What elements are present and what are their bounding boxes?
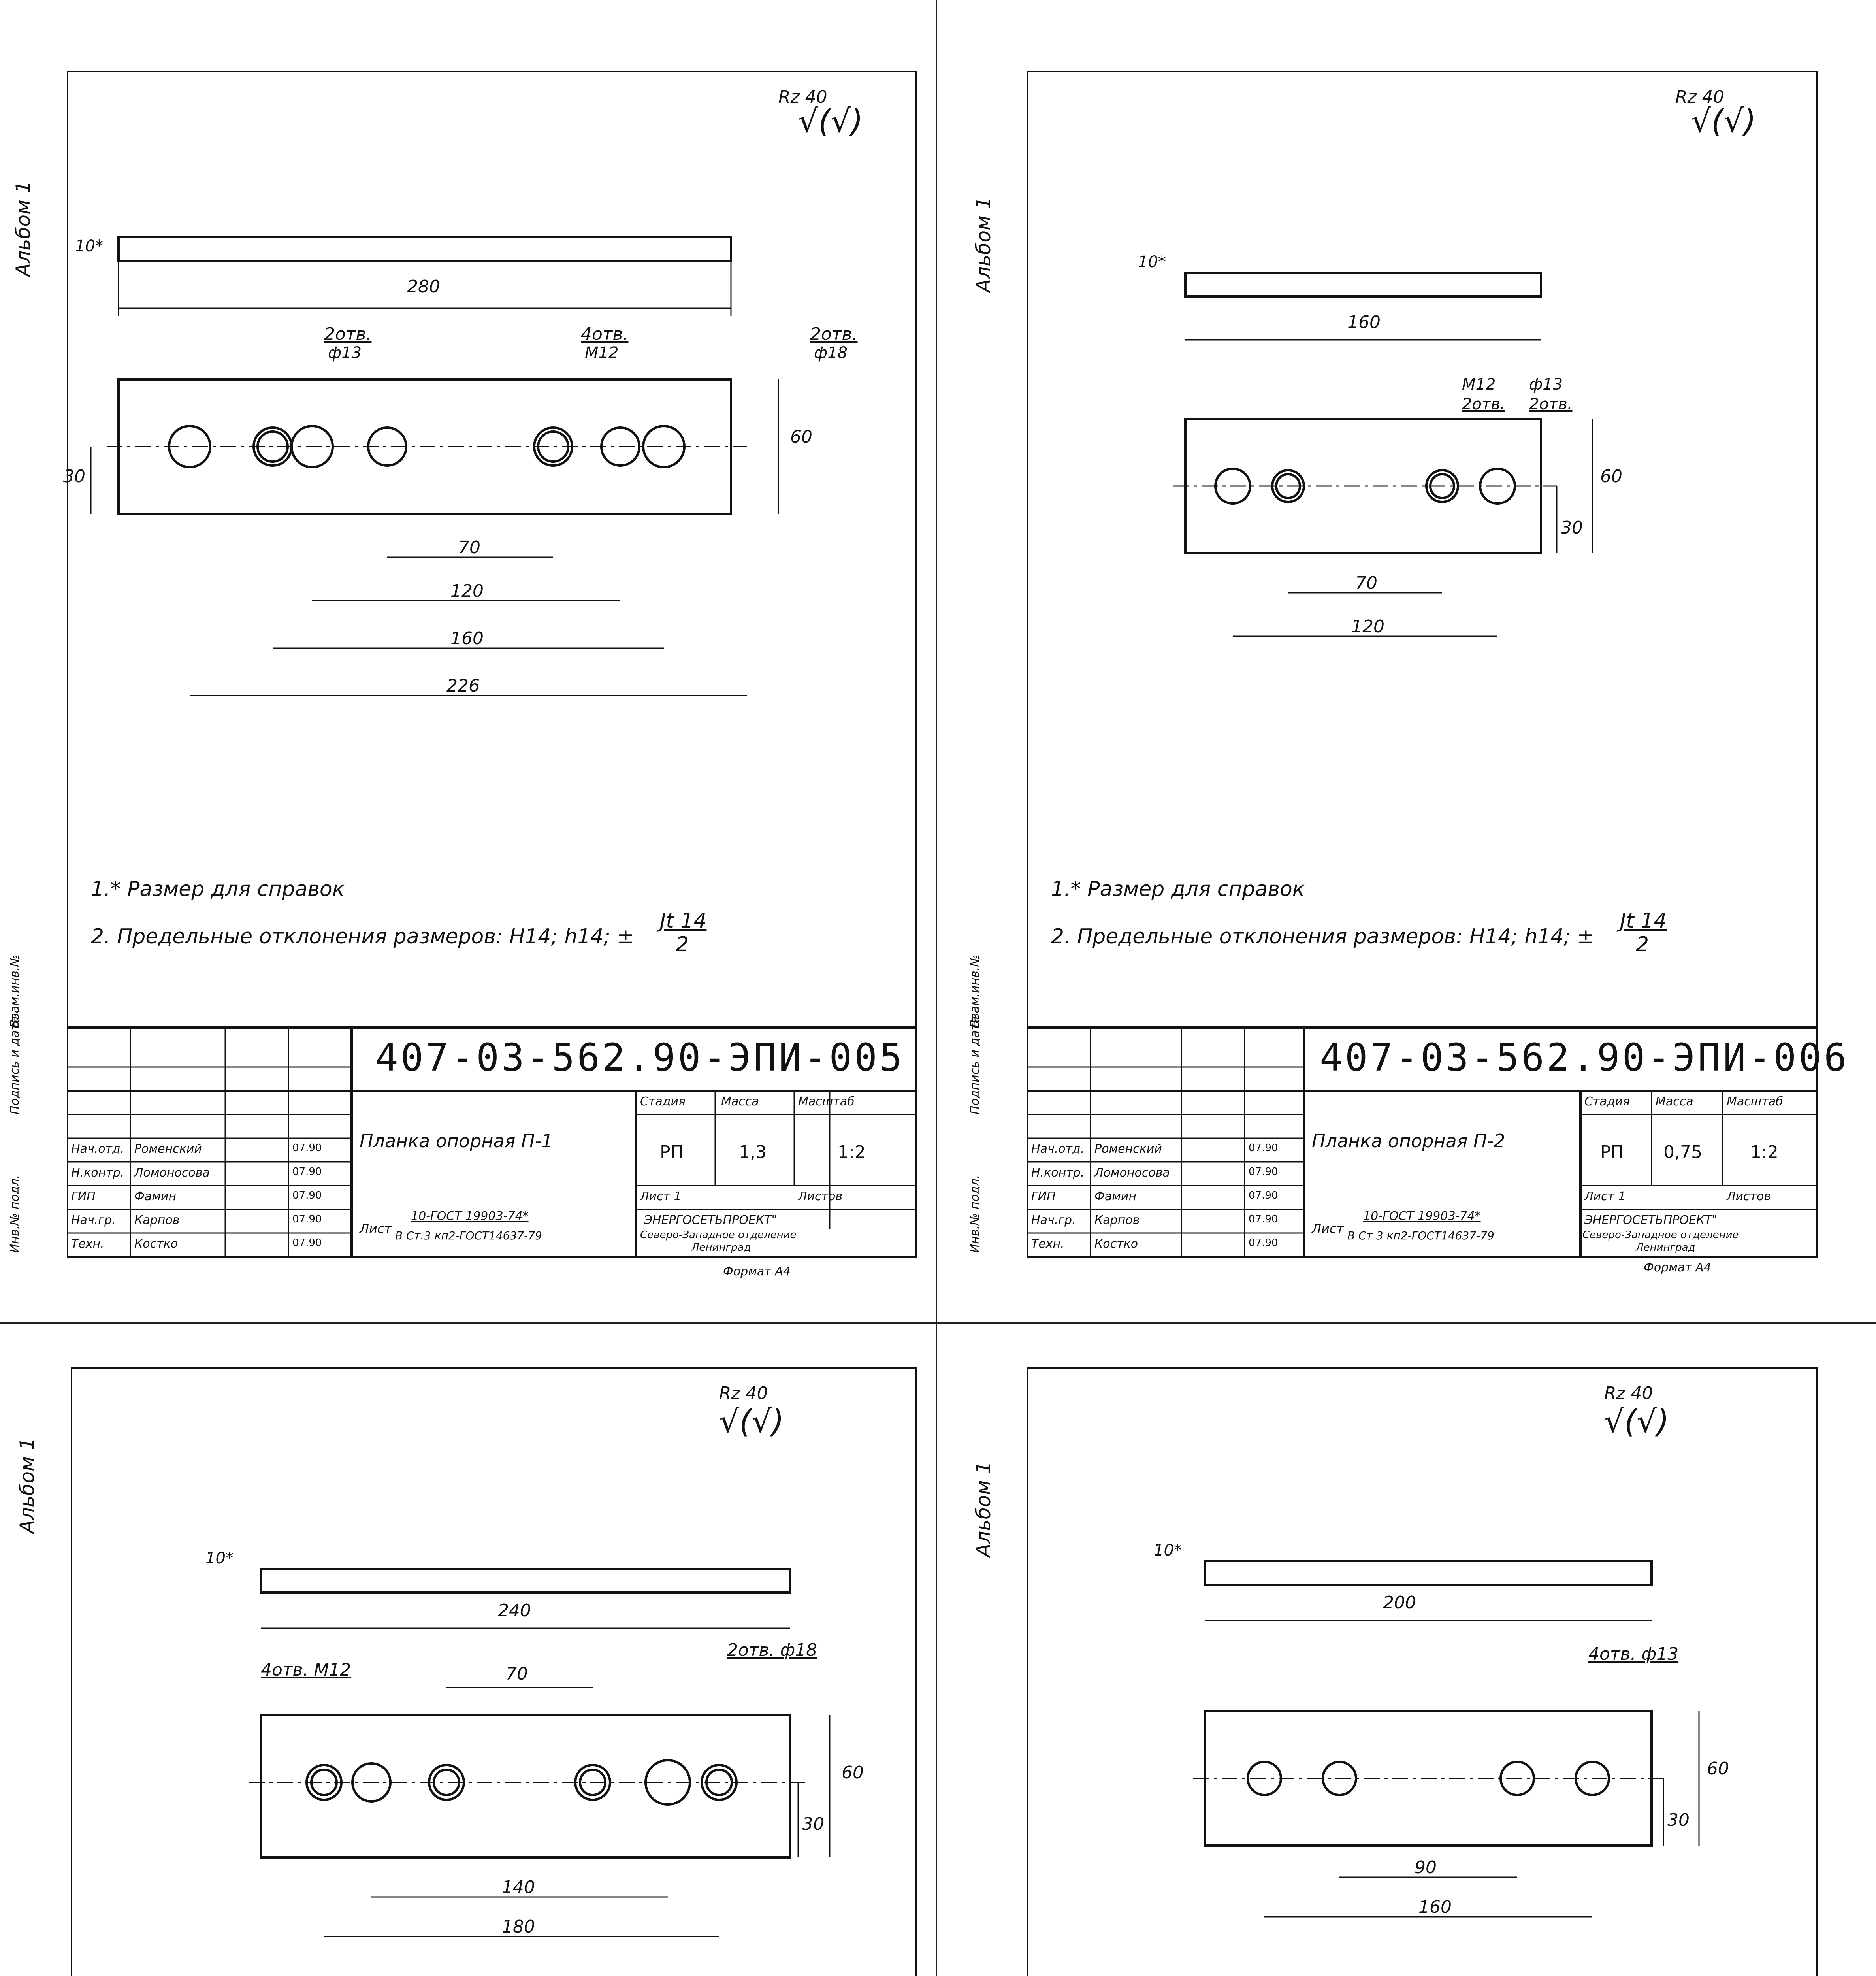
col-mass: Масса <box>721 1095 759 1109</box>
org-name: ЭНЕРГОСЕТЬПРОЕКТ" <box>644 1213 777 1227</box>
part-name: Планка опорная П-1 <box>360 1130 553 1152</box>
drawing-sheet-007 <box>16 1367 917 1976</box>
staff-role-3: ГИП <box>1031 1190 1056 1203</box>
side-stamp-sign: Подпись и дата <box>968 1016 982 1114</box>
material-bottom: В Ст.3 кп2-ГОСТ14637-79 <box>395 1229 542 1242</box>
material-bottom: В Ст 3 кп2-ГОСТ14637-79 <box>1347 1229 1494 1242</box>
staff-name-5: Костко <box>134 1237 178 1251</box>
date-4: 07.90 <box>292 1213 322 1225</box>
sheets-count: Листов <box>1727 1190 1771 1203</box>
format-label: Формат А4 <box>723 1265 791 1278</box>
side-stamp-replace: Взам.инв.№ <box>8 954 22 1028</box>
sheet-divider-vertical <box>936 0 937 1976</box>
dim-226: 226 <box>446 676 480 696</box>
drawing-sheet-008 <box>972 1367 1818 1976</box>
hole-callout-3: 2отв. <box>810 324 858 344</box>
date-1: 07.90 <box>1249 1142 1278 1154</box>
date-4: 07.90 <box>1249 1213 1278 1225</box>
stage-value: РП <box>1600 1142 1624 1162</box>
scale-value: 1:2 <box>838 1142 866 1162</box>
album-label: Альбом 1 <box>16 1437 39 1533</box>
side-stamp-inv: Инв.№ подл. <box>8 1175 22 1253</box>
dim-thickness: 10* <box>1154 1541 1182 1559</box>
org-city: Ленинград <box>1636 1242 1695 1254</box>
hole-callout-1: 2отв. <box>324 324 372 344</box>
sheet-frame <box>1027 1367 1818 1976</box>
roughness-label: Rz 40 <box>1604 1383 1653 1403</box>
note-2-frac-top: Jt 14 <box>1620 909 1667 933</box>
material-top: 10-ГОСТ 19903-74* <box>411 1209 529 1223</box>
note-1: 1.* Размер для справок <box>1051 877 1305 901</box>
date-5: 07.90 <box>292 1237 322 1249</box>
sheet-frame <box>1027 71 1818 1280</box>
sheet-no: Лист 1 <box>640 1190 682 1203</box>
drawing-code: 407-03-562.90-ЭПИ-005 <box>375 1035 905 1080</box>
list-label: Лист <box>1312 1221 1344 1236</box>
staff-name-4: Карпов <box>134 1213 180 1227</box>
side-stamp-replace: Взам.инв.№ <box>968 954 982 1028</box>
dim-160: 160 <box>450 628 484 649</box>
note-2-frac-bot: 2 <box>676 933 689 956</box>
dim-thickness: 10* <box>75 237 103 255</box>
hole-callout-1-size: ф13 <box>328 344 362 362</box>
date-2: 07.90 <box>1249 1166 1278 1178</box>
staff-name-4: Карпов <box>1094 1213 1140 1227</box>
note-2: 2. Предельные отклонения размеров: Н14; h14; ± <box>91 925 635 948</box>
side-stamp-sign: Подпись и дата <box>8 1016 22 1114</box>
dim-90: 90 <box>1415 1857 1437 1878</box>
dim-thickness: 10* <box>1138 253 1166 271</box>
hole-callout-1: 4отв. М12 <box>261 1660 351 1680</box>
dim-70: 70 <box>1355 573 1377 593</box>
dim-half-width: 30 <box>1561 518 1583 538</box>
drawing-sheet-005 <box>8 71 917 1280</box>
staff-name-2: Ломоносова <box>134 1166 210 1180</box>
staff-role-1: Нач.отд. <box>71 1142 124 1156</box>
staff-role-5: Техн. <box>71 1237 104 1251</box>
material-top: 10-ГОСТ 19903-74* <box>1363 1209 1481 1223</box>
hole-callout-2: 2отв. ф18 <box>727 1640 817 1660</box>
roughness-symbol: √(√) <box>1604 1403 1669 1440</box>
sheet-no: Лист 1 <box>1584 1190 1626 1203</box>
dim-70: 70 <box>506 1664 528 1684</box>
mass-value: 0,75 <box>1663 1142 1702 1162</box>
note-2-frac-bot: 2 <box>1636 933 1649 956</box>
staff-name-3: Фамин <box>134 1190 176 1203</box>
hole-callout-1: 2отв. <box>1462 395 1505 413</box>
roughness-symbol: √(√) <box>798 103 863 140</box>
dim-width: 60 <box>1600 466 1622 486</box>
staff-role-4: Нач.гр. <box>1031 1213 1076 1227</box>
sheet-divider-horizontal <box>0 1322 1876 1324</box>
staff-name-1: Роменский <box>134 1142 202 1156</box>
staff-role-3: ГИП <box>71 1190 96 1203</box>
dim-length: 160 <box>1347 312 1381 332</box>
dim-70: 70 <box>458 537 480 558</box>
org-branch: Северо-Западное отделение <box>1582 1229 1739 1241</box>
stage-value: РП <box>660 1142 684 1162</box>
staff-role-1: Нач.отд. <box>1031 1142 1085 1156</box>
dim-width: 60 <box>790 427 812 447</box>
dim-half-width: 30 <box>63 466 85 486</box>
dim-length: 280 <box>407 277 440 297</box>
drawing-code: 407-03-562.90-ЭПИ-006 <box>1320 1035 1849 1080</box>
album-label: Альбом 1 <box>972 196 995 292</box>
hole-callout-1-size: М12 <box>1462 375 1496 394</box>
note-2-frac-top: Jt 14 <box>660 909 707 933</box>
sheets-count: Листов <box>798 1190 843 1203</box>
album-label: Альбом 1 <box>12 181 35 277</box>
hole-callout-3-size: ф18 <box>814 344 848 362</box>
dim-half-width: 30 <box>802 1814 824 1834</box>
hole-callout-2-size: М12 <box>585 344 619 362</box>
org-name: ЭНЕРГОСЕТЬПРОЕКТ" <box>1584 1213 1718 1227</box>
scale-value: 1:2 <box>1750 1142 1778 1162</box>
format-label: Формат А4 <box>1644 1261 1711 1275</box>
hole-callout-1: 4отв. ф13 <box>1588 1644 1679 1664</box>
date-3: 07.90 <box>292 1190 322 1201</box>
dim-180: 180 <box>502 1917 535 1937</box>
album-label: Альбом 1 <box>972 1461 995 1557</box>
staff-name-5: Костко <box>1094 1237 1138 1251</box>
staff-role-5: Техн. <box>1031 1237 1064 1251</box>
dim-length: 200 <box>1383 1593 1416 1613</box>
staff-name-1: Роменский <box>1094 1142 1162 1156</box>
col-mass: Масса <box>1656 1095 1693 1109</box>
col-stage: Стадия <box>640 1095 686 1109</box>
hole-callout-2: 2отв. <box>1529 395 1573 413</box>
org-city: Ленинград <box>691 1242 751 1254</box>
dim-thickness: 10* <box>205 1549 234 1567</box>
dim-160: 160 <box>1418 1897 1452 1917</box>
roughness-symbol: √(√) <box>719 1403 784 1440</box>
dim-half-width: 30 <box>1667 1810 1690 1830</box>
list-label: Лист <box>360 1221 392 1236</box>
staff-role-2: Н.контр. <box>1031 1166 1085 1180</box>
hole-callout-2: 4отв. <box>581 324 629 344</box>
date-1: 07.90 <box>292 1142 322 1154</box>
staff-name-3: Фамин <box>1094 1190 1136 1203</box>
hole-callout-2-size: ф13 <box>1529 375 1563 394</box>
date-3: 07.90 <box>1249 1190 1278 1201</box>
note-2: 2. Предельные отклонения размеров: Н14; h14; ± <box>1051 925 1595 948</box>
col-stage: Стадия <box>1584 1095 1630 1109</box>
roughness-label: Rz 40 <box>1675 87 1724 107</box>
col-scale: Масштаб <box>798 1095 855 1109</box>
staff-name-2: Ломоносова <box>1094 1166 1170 1180</box>
roughness-label: Rz 40 <box>778 87 827 107</box>
date-2: 07.90 <box>292 1166 322 1178</box>
sheet-frame <box>71 1367 917 1976</box>
dim-140: 140 <box>502 1877 535 1897</box>
roughness-symbol: √(√) <box>1691 103 1756 140</box>
dim-120: 120 <box>1351 617 1384 637</box>
roughness-label: Rz 40 <box>719 1383 768 1403</box>
sheet-frame <box>67 71 917 1280</box>
dim-120: 120 <box>450 581 484 601</box>
part-name: Планка опорная П-2 <box>1312 1130 1505 1152</box>
drawing-sheet-006 <box>968 71 1849 1280</box>
staff-role-4: Нач.гр. <box>71 1213 116 1227</box>
col-scale: Масштаб <box>1727 1095 1783 1109</box>
org-branch: Северо-Западное отделение <box>640 1229 797 1241</box>
mass-value: 1,3 <box>739 1142 767 1162</box>
date-5: 07.90 <box>1249 1237 1278 1249</box>
note-1: 1.* Размер для справок <box>91 877 345 901</box>
dim-width: 60 <box>842 1763 864 1783</box>
staff-role-2: Н.контр. <box>71 1166 124 1180</box>
dim-length: 240 <box>498 1601 531 1621</box>
dim-width: 60 <box>1707 1759 1729 1779</box>
side-stamp-inv: Инв.№ подл. <box>968 1175 982 1253</box>
